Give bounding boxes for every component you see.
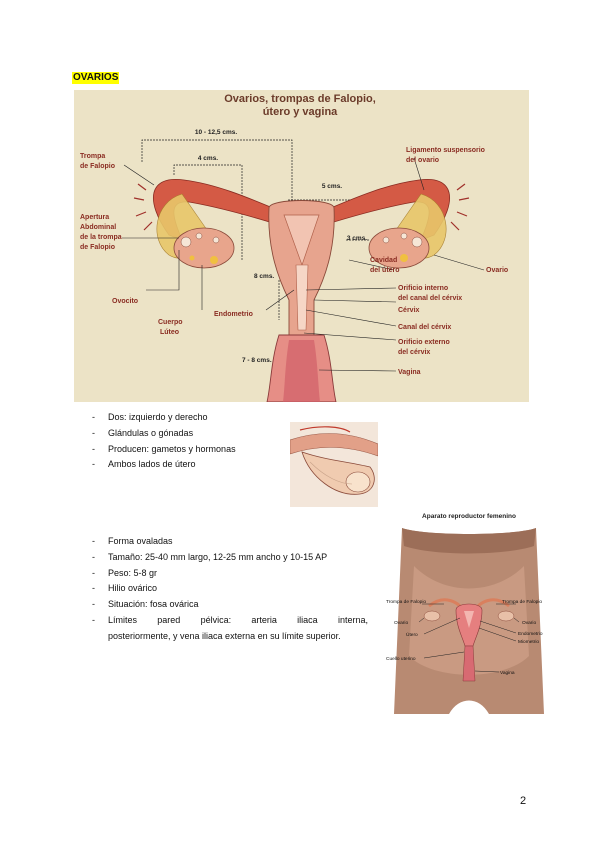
list-item: - Situación: fosa ovárica: [92, 597, 368, 613]
list-item: - Producen: gametos y hormonas: [92, 442, 292, 458]
label-canal-cervix: Canal del cérvix: [398, 324, 452, 331]
label-cavidad-2: del útero: [370, 267, 400, 274]
dim-4: 4 cms.: [197, 155, 219, 162]
label-orificio-interno-2: del canal del cérvix: [398, 295, 463, 302]
label-apertura-4: de Falopio: [80, 244, 115, 251]
list-item: - Límites pared pélvica: arteria iliaca interna,: [92, 613, 368, 629]
label-trompa-2: de Falopio: [80, 163, 115, 170]
label-endometrio: Endometrio: [518, 632, 543, 637]
label-utero: Útero: [406, 633, 418, 638]
label-trompa-right: Trompa de Falopio: [502, 600, 543, 605]
label-trompa-left: Trompa de Falopio: [386, 600, 427, 605]
label-vagina: Vagina: [398, 369, 421, 376]
reproductive-system-illustration: [384, 506, 554, 714]
label-ligamento-2: del ovario: [406, 157, 440, 164]
dim-10-12: 10 - 12,5 cms.: [194, 129, 238, 136]
bullet-dash: -: [92, 567, 95, 578]
dim-3: 3 cms.: [346, 235, 368, 242]
label-ovario-right: Ovario: [522, 621, 537, 626]
label-ovocito: Ovocito: [112, 298, 139, 305]
label-trompa-1: Trompa: [80, 153, 106, 160]
list-item: - Ambos lados de útero: [92, 457, 292, 473]
label-orificio-externo-1: Orificio externo: [398, 339, 450, 346]
ovary-characteristics-list: [92, 534, 368, 645]
figure-title-line1: Ovarios, trompas de Falopio,: [224, 93, 376, 105]
label-miometrio: Miometrio: [518, 640, 540, 645]
page-number: 2: [520, 795, 527, 807]
label-cavidad-1: Cavidad: [370, 257, 398, 264]
bullet-dash: -: [92, 459, 95, 470]
female-reproductive-system-image: [384, 506, 554, 714]
label-apertura-2: Abdominal: [80, 224, 117, 231]
ovary-detail-image: [290, 422, 378, 507]
label-cuerpo-1: Cuerpo: [158, 319, 183, 326]
bullet-dash: -: [92, 599, 95, 610]
label-ligamento-1: Ligamento suspensorio: [406, 147, 485, 154]
label-cuerpo-2: Lúteo: [160, 329, 180, 336]
bullet-dash: -: [92, 443, 95, 454]
label-cuello-uterino: Cuello uterino: [386, 657, 416, 662]
list-item: - Forma ovaladas: [92, 534, 368, 550]
section-heading: OVARIOS: [73, 72, 119, 83]
label-apertura-3: de la trompa: [80, 234, 122, 241]
bullet-dash: -: [92, 412, 95, 422]
label-endometrio: Endometrio: [214, 311, 253, 318]
image-title: Aparato reproductor femenino: [422, 513, 516, 520]
label-orificio-externo-2: del cérvix: [398, 349, 431, 356]
label-apertura-1: Apertura: [80, 214, 110, 221]
ovary-facts-list: [92, 410, 292, 473]
dim-7-8: 7 - 8 cms.: [242, 357, 272, 364]
anatomy-illustration: [74, 90, 529, 402]
list-item: - Glándulas o gónadas: [92, 426, 292, 442]
list-item-continuation: posteriormente, y vena iliaca externa en su límite superior.: [108, 630, 341, 641]
list-item: - Tamaño: 25-40 mm largo, 12-25 mm ancho y 10-15 AP: [92, 550, 368, 566]
bullet-dash: -: [92, 536, 95, 546]
label-ovario: Ovario: [486, 267, 509, 274]
list-item: - Peso: 5-8 gr: [92, 566, 368, 582]
label-ovario-left: Ovario: [394, 621, 409, 626]
ovary-detail-illustration: [290, 422, 378, 507]
list-item: - Hilio ovárico: [92, 581, 368, 597]
dim-8: 8 cms.: [254, 273, 275, 280]
label-cervix: Cérvix: [398, 307, 420, 314]
bullet-dash: -: [92, 427, 95, 438]
bullet-dash: -: [92, 614, 95, 625]
figure-title-line2: útero y vagina: [262, 106, 338, 118]
anatomy-figure-ovaries-uterus: [74, 90, 529, 402]
list-item: - Dos: izquierdo y derecho: [92, 410, 292, 426]
label-orificio-interno-1: Orificio interno: [398, 285, 449, 292]
dim-5: 5 cms.: [321, 183, 343, 190]
label-vagina: Vagina: [500, 671, 515, 676]
bullet-dash: -: [92, 551, 95, 562]
bullet-dash: -: [92, 583, 95, 594]
